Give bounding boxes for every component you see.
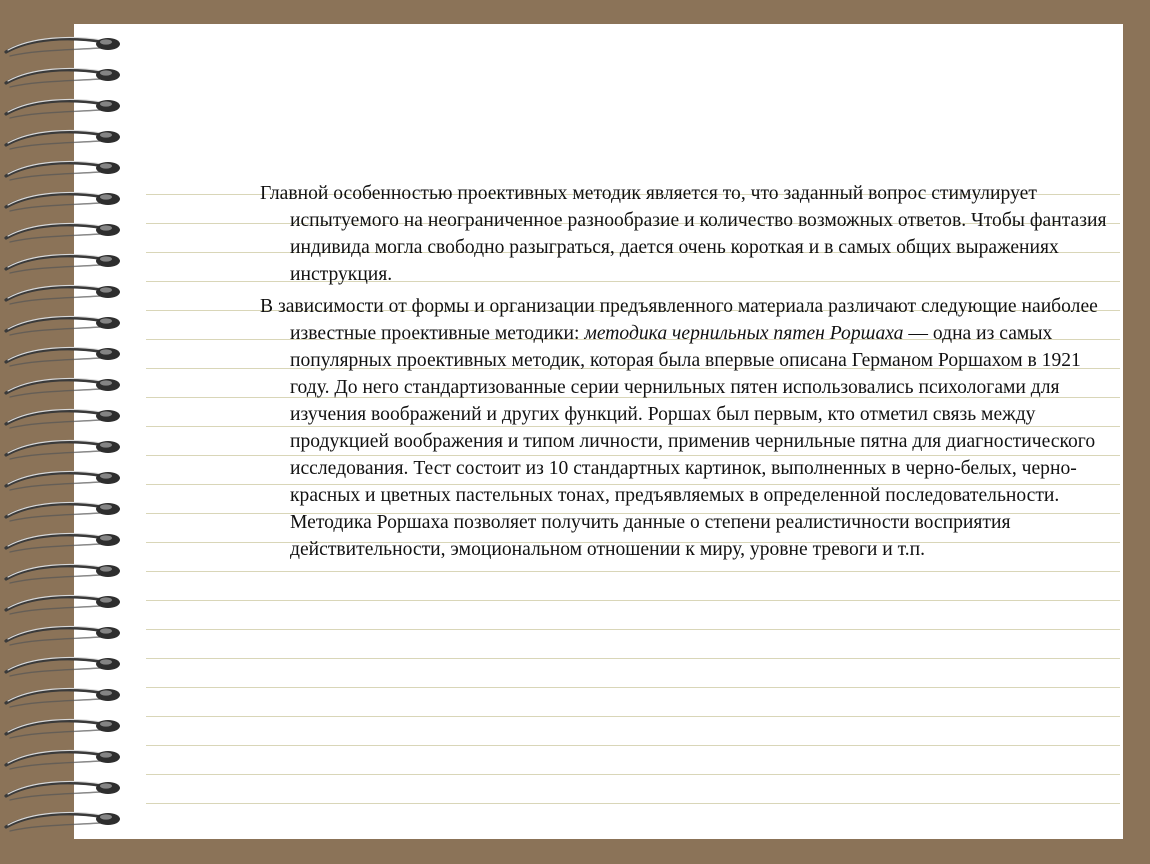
rorschach-method-term: методика чернильных пятен Роршаха — [584, 323, 904, 344]
paragraph-1-text: Главной особенностью проективных методик является то, что заданный вопрос стимулирует испытуемого на неограниченное разнообразие и количество возможных ответов. Чтобы фантазия индивида могла свободно разыграться, дается очень короткая и в самых общих выражениях инструкция. — [260, 183, 1107, 285]
spiral-ring-icon — [0, 154, 130, 184]
slide-text — [260, 180, 1110, 563]
spiral-ring-icon — [0, 557, 130, 587]
paragraph-2 — [260, 293, 1110, 563]
spiral-ring-icon — [0, 340, 130, 370]
spiral-ring-icon — [0, 588, 130, 618]
spiral-ring-icon — [0, 92, 130, 122]
ruled-line — [146, 803, 1120, 804]
spiral-ring-icon — [0, 61, 130, 91]
spiral-ring-icon — [0, 681, 130, 711]
ruled-line — [146, 687, 1120, 688]
spiral-ring-icon — [0, 526, 130, 556]
spiral-ring-icon — [0, 433, 130, 463]
spiral-ring-icon — [0, 402, 130, 432]
spiral-binding-icon — [0, 30, 140, 840]
spiral-ring-icon — [0, 495, 130, 525]
spiral-ring-icon — [0, 619, 130, 649]
paragraph-2-body: — одна из самых популярных проективных методик, которая была впервые описана Германом Роршахом в 1921 году. До него стандартизованные серии чернильных пятен использовались психологами для изучения воображений и других функций. Роршах был первым, кто отметил связь между продукцией воображения и типом личности, применив чернильные пятна для диагностического исследования. Тест состоит из 10 стандартных картинок, выполненных в черно-белых, черно-красных и цветных пастельных тонах, предъявляемых в определенной последовательности. Методика Роршаха позволяет получить данные о степени реалистичности восприятия действительности, эмоциональном отношении к миру, уровне тревоги и т.п. — [290, 323, 1096, 560]
spiral-ring-icon — [0, 30, 130, 60]
spiral-ring-icon — [0, 123, 130, 153]
spiral-ring-icon — [0, 712, 130, 742]
spiral-ring-icon — [0, 743, 130, 773]
spiral-ring-icon — [0, 371, 130, 401]
ruled-line — [146, 658, 1120, 659]
spiral-ring-icon — [0, 650, 130, 680]
paragraph-2-intro: В зависимости от формы и организации предъявленного материала различают следующие наиболее известные проективные методики: — [260, 296, 1098, 344]
spiral-ring-icon — [0, 247, 130, 277]
spiral-ring-icon — [0, 216, 130, 246]
spiral-ring-icon — [0, 278, 130, 308]
ruled-line — [146, 716, 1120, 717]
ruled-line — [146, 745, 1120, 746]
spiral-ring-icon — [0, 774, 130, 804]
spiral-ring-icon — [0, 185, 130, 215]
ruled-line — [146, 774, 1120, 775]
ruled-line — [146, 629, 1120, 630]
spiral-ring-icon — [0, 464, 130, 494]
spiral-ring-icon — [0, 309, 130, 339]
paragraph-1 — [260, 180, 1110, 288]
spiral-ring-icon — [0, 805, 130, 835]
ruled-line — [146, 600, 1120, 601]
ruled-line — [146, 571, 1120, 572]
